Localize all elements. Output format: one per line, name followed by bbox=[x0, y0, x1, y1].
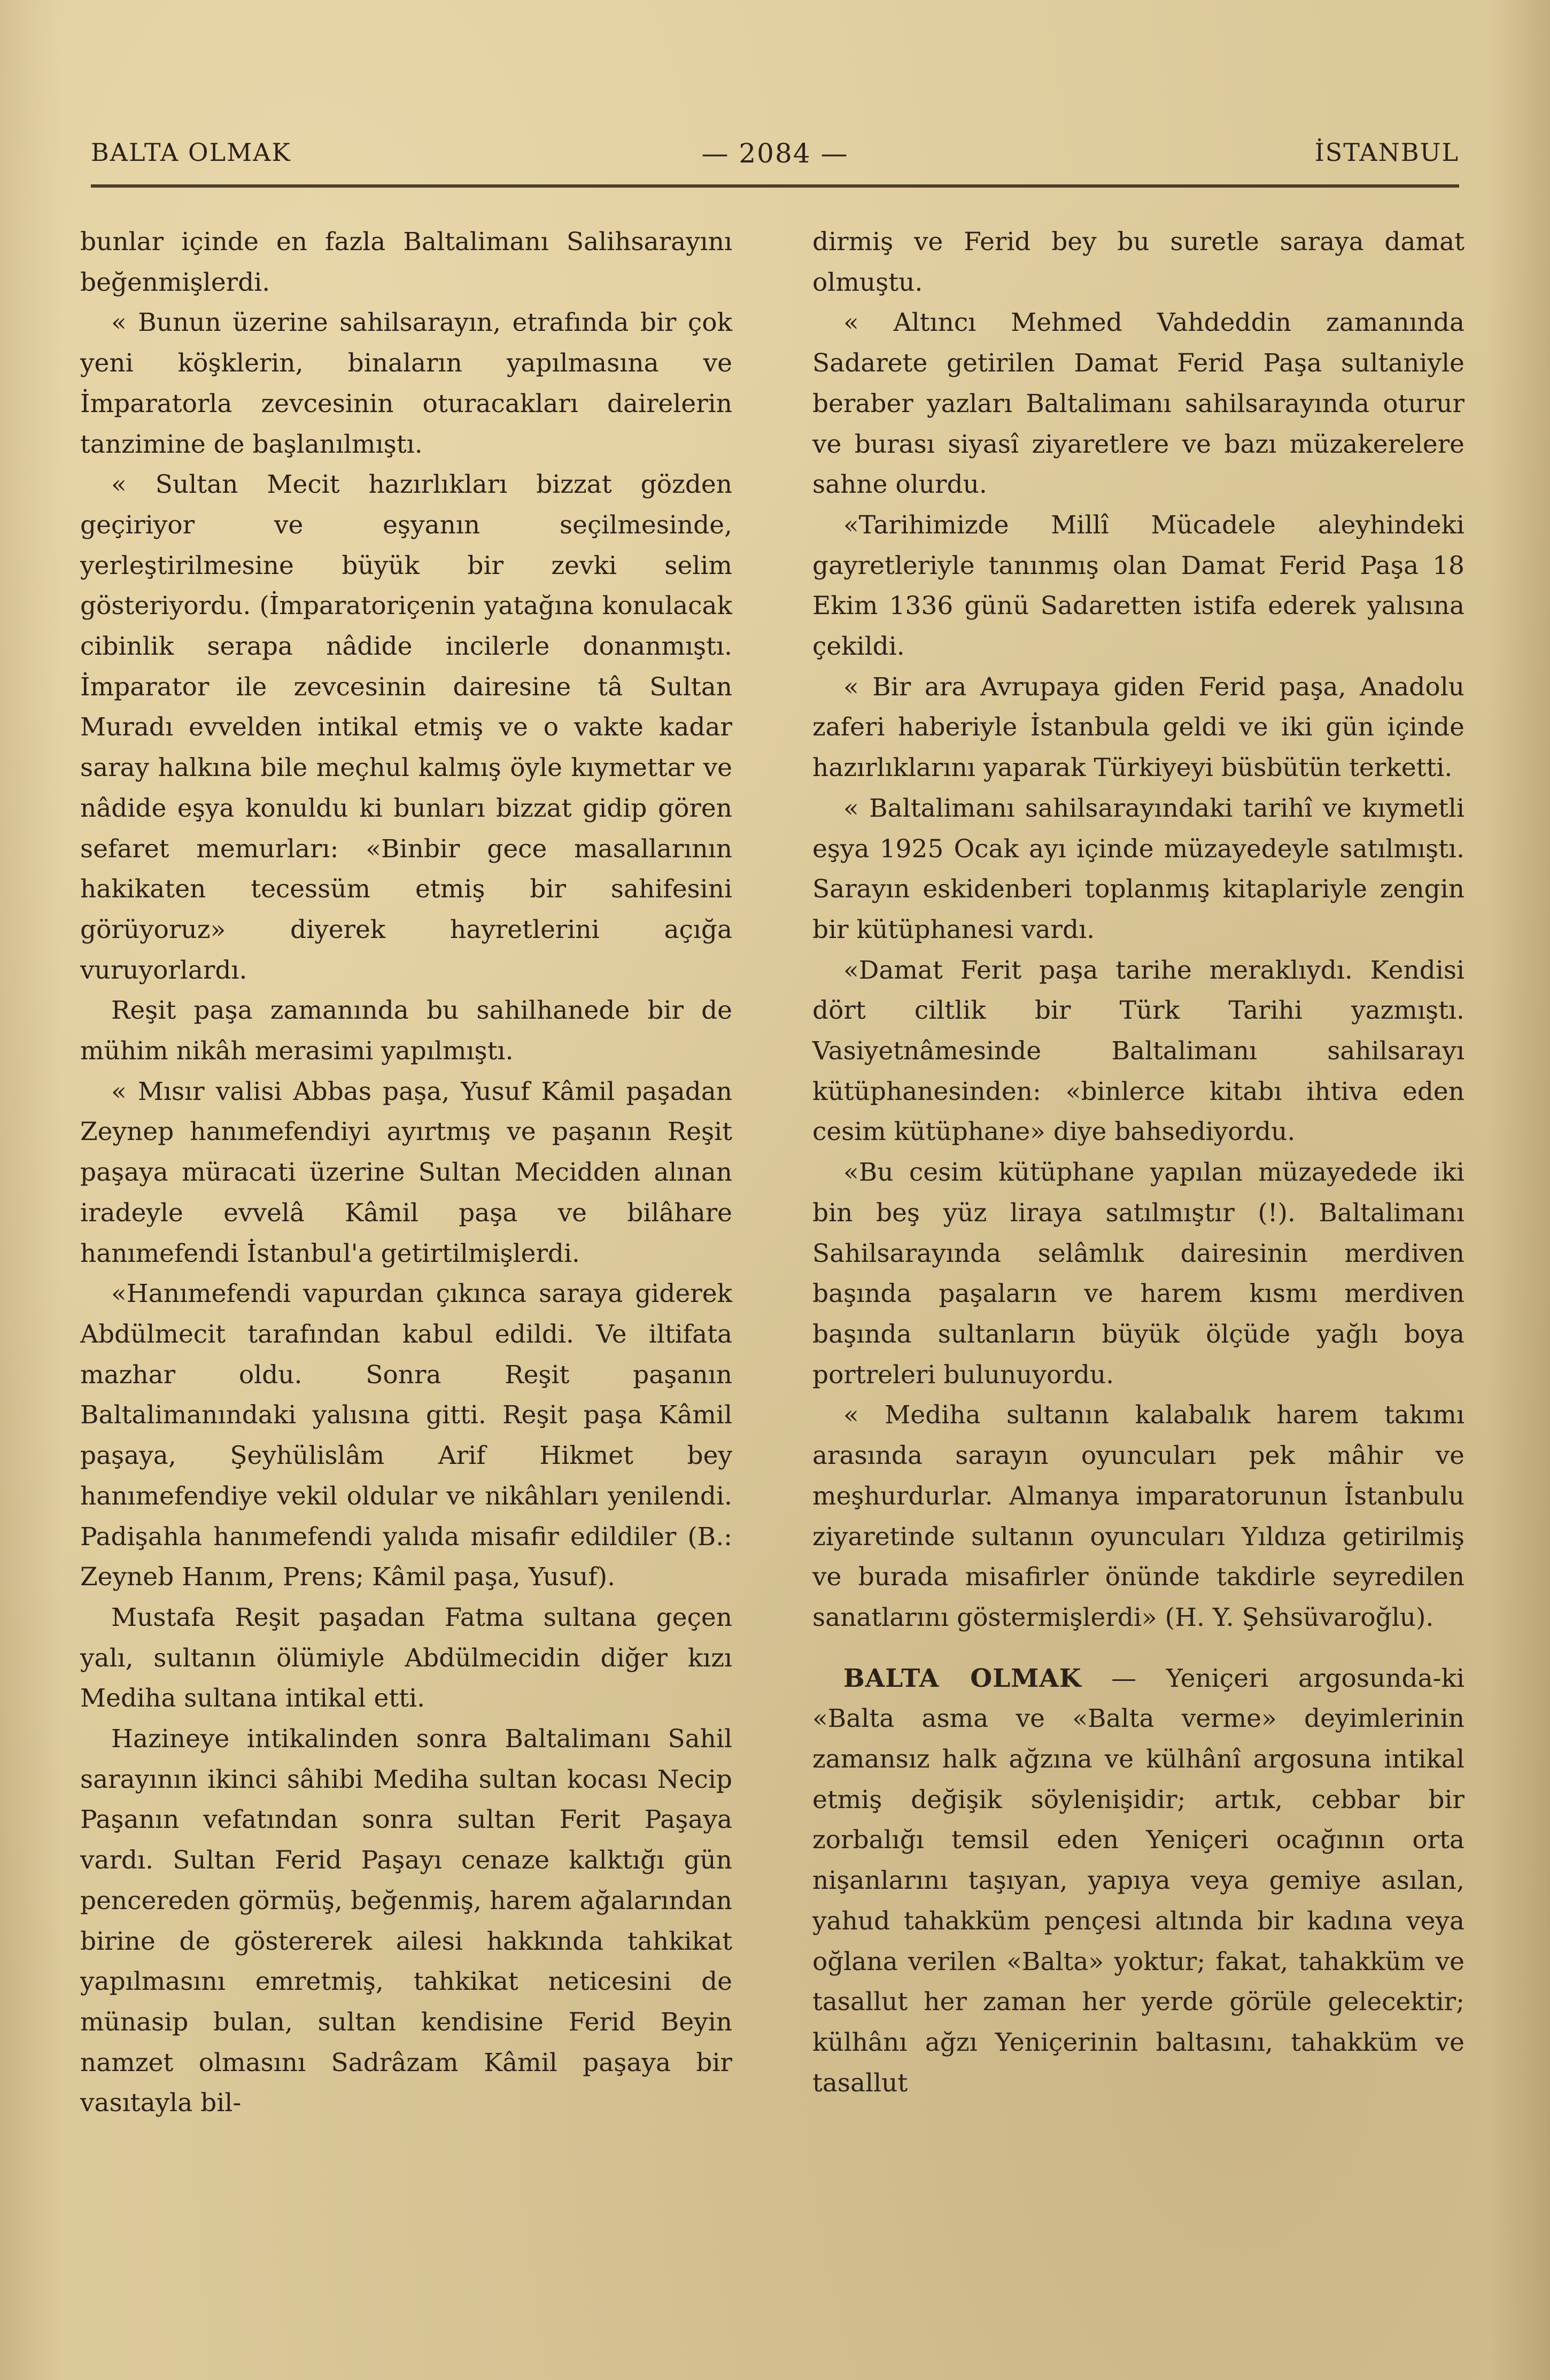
paragraph: bunlar içinde en fazla Baltalimanı Salihsarayını beğenmişlerdi. bbox=[80, 227, 732, 297]
running-head-left: BALTA OLMAK bbox=[91, 138, 291, 167]
paragraph: Hazineye intikalinden sonra Baltalimanı Sahil sarayının ikinci sâhibi Mediha sultan kocası Necip Paşanın vefatından sonra sultan Ferit Paşaya vardı. Sultan Ferid Paşayı cenaze kalktığı gün pencereden görmüş, beğenmiş, harem ağalarından birine de göstererek ailesi hakkında tahkikat yapılmasını emretmiş, tahkikat neticesini de münasip bulan, sultan kendisine Ferid Beyin namzet olmasını Sadrâzam Kâmil paşaya bir vasıtayla bil- bbox=[80, 1724, 732, 2118]
entry-text: — Yeniçeri argosunda-ki «Balta asma ve «Balta verme» deyimlerinin zamansız halk ağzına ve külhânî argosuna intikal etmiş değişik söylenişidir; artık, cebbar bir zorbalığı temsil eden Yeniçeri ocağının orta nişanlarını taşıyan, yapıya veya gemiye asılan, yahud tahakküm pençesi altında bir kadına veya oğlana verilen «Balta» yoktur; fakat, tahakküm ve tasallut her zaman her yerde görüle gelecektir; külhânı ağzı Yeniçerinin baltasını, tahakküm ve tasallut bbox=[812, 1663, 1464, 2098]
paragraph: «Bu cesim kütüphane yapılan müzayedede iki bin beş yüz liraya satılmıştır (!). Baltalimanı Sahilsarayında selâmlık dairesinin merdiven başında paşaların ve harem kısmı merdiven başında sultanların büyük ölçüde yağlı boya portreleri bulunuyordu. bbox=[812, 1158, 1464, 1390]
paragraph: « Mısır valisi Abbas paşa, Yusuf Kâmil paşadan Zeynep hanımefendiyi ayırtmış ve paşanın Reşit paşaya müracati üzerine Sultan Mecidden alınan iradeyle evvelâ Kâmil paşa ve bilâhare hanımefendi İstanbul'a getirtilmişlerdi. bbox=[80, 1076, 732, 1268]
paragraph: «Hanımefendi vapurdan çıkınca saraya giderek Abdülmecit tarafından kabul edildi. Ve iltifata mazhar oldu. Sonra Reşit paşanın Baltalimanındaki yalısına gitti. Reşit paşa Kâmil paşaya, Şeyhülislâm Arif Hikmet bey hanımefendiye vekil oldular ve nikâhları yenilendi. Padişahla hanımefendi yalıda misafir edildiler (B.: Zeyneb Hanım, Prens; Kâmil paşa, Yusuf). bbox=[80, 1279, 732, 1592]
left-column bbox=[80, 222, 732, 2123]
paragraph: dirmiş ve Ferid bey bu suretle saraya damat olmuştu. bbox=[812, 227, 1464, 297]
paragraph: Mustafa Reşit paşadan Fatma sultana geçen yalı, sultanın ölümiyle Abdülmecidin diğer kızı Mediha sultana intikal etti. bbox=[80, 1602, 732, 1714]
paragraph: Reşit paşa zamanında bu sahilhanede bir de mühim nikâh merasimi yapılmıştı. bbox=[80, 996, 732, 1066]
running-head-right: İSTANBUL bbox=[1314, 138, 1459, 167]
paragraph: «Damat Ferit paşa tarihe meraklıydı. Kendisi dört ciltlik bir Türk Tarihi yazmıştı. Vasiyetnâmesinde Baltalimanı sahilsarayı kütüphanesinden: «binlerce kitabı ihtiva eden cesim kütüphane» diye bahsediyordu. bbox=[812, 955, 1464, 1147]
paragraph: «Tarihimizde Millî Mücadele aleyhindeki gayretleriyle tanınmış olan Damat Ferid Paşa 18 Ekim 1336 günü Sadaretten istifa ederek yalısına çekildi. bbox=[812, 510, 1464, 662]
paragraph: « Baltalimanı sahilsarayındaki tarihî ve kıymetli eşya 1925 Ocak ayı içinde müzayedeyle satılmıştı. Sarayın eskidenberi toplanmış kitaplariyle zengin bir kütüphanesi vardı. bbox=[812, 793, 1464, 944]
page-number: — 2084 — bbox=[701, 138, 849, 169]
paragraph: « Altıncı Mehmed Vahdeddin zamanında Sadarete getirilen Damat Ferid Paşa sultaniyle beraber yazları Baltalimanı sahilsarayında oturur ve burası siyasî ziyaretlere ve bazı müzakerelere sahne olurdu. bbox=[812, 308, 1464, 500]
paragraph: « Sultan Mecit hazırlıkları bizzat gözden geçiriyor ve eşyanın seçilmesinde, yerleştirilmesine büyük bir zevki selim gösteriyordu. (İmparatoriçenin yatağına konulacak cibinlik serapa nâdide incilerle donanmıştı. İmparator ile zevcesinin dairesine tâ Sultan Muradı evvelden intikal etmiş ve o vakte kadar saray halkına bile meçhul kalmış öyle kıymettar ve nâdide eşya konuldu ki bunları bizzat gidip gören sefaret memurları: «Binbir gece masallarının hakikaten tecessüm etmiş bir sahifesini görüyoruz» diyerek hayretlerini açığa vuruyorlardı. bbox=[80, 470, 732, 985]
paragraph: « Bunun üzerine sahilsarayın, etrafında bir çok yeni köşklerin, binaların yapılmasına ve İmparatorla zevcesinin oturacakları dairelerin tanzimine de başlanılmıştı. bbox=[80, 308, 732, 459]
header-rule bbox=[91, 184, 1459, 188]
entry-paragraph bbox=[812, 1658, 1464, 2104]
page-header bbox=[91, 138, 1459, 186]
entry-term: BALTA OLMAK bbox=[843, 1663, 1082, 1693]
right-column bbox=[812, 222, 1464, 2103]
paragraph: « Bir ara Avrupaya giden Ferid paşa, Anadolu zaferi haberiyle İstanbula geldi ve iki gün içinde hazırlıklarını yaparak Türkiyeyi büsbütün terketti. bbox=[812, 672, 1464, 783]
paragraph: « Mediha sultanın kalabalık harem takımı arasında sarayın oyuncuları pek mâhir ve meşhurdurlar. Almanya imparatorunun İstanbulu ziyaretinde sultanın oyuncuları Yıldıza getirilmiş ve burada misafirler önünde takdirle seyredilen sanatlarını göstermişlerdi» (H. Y. Şehsüvaroğlu). bbox=[812, 1400, 1464, 1632]
